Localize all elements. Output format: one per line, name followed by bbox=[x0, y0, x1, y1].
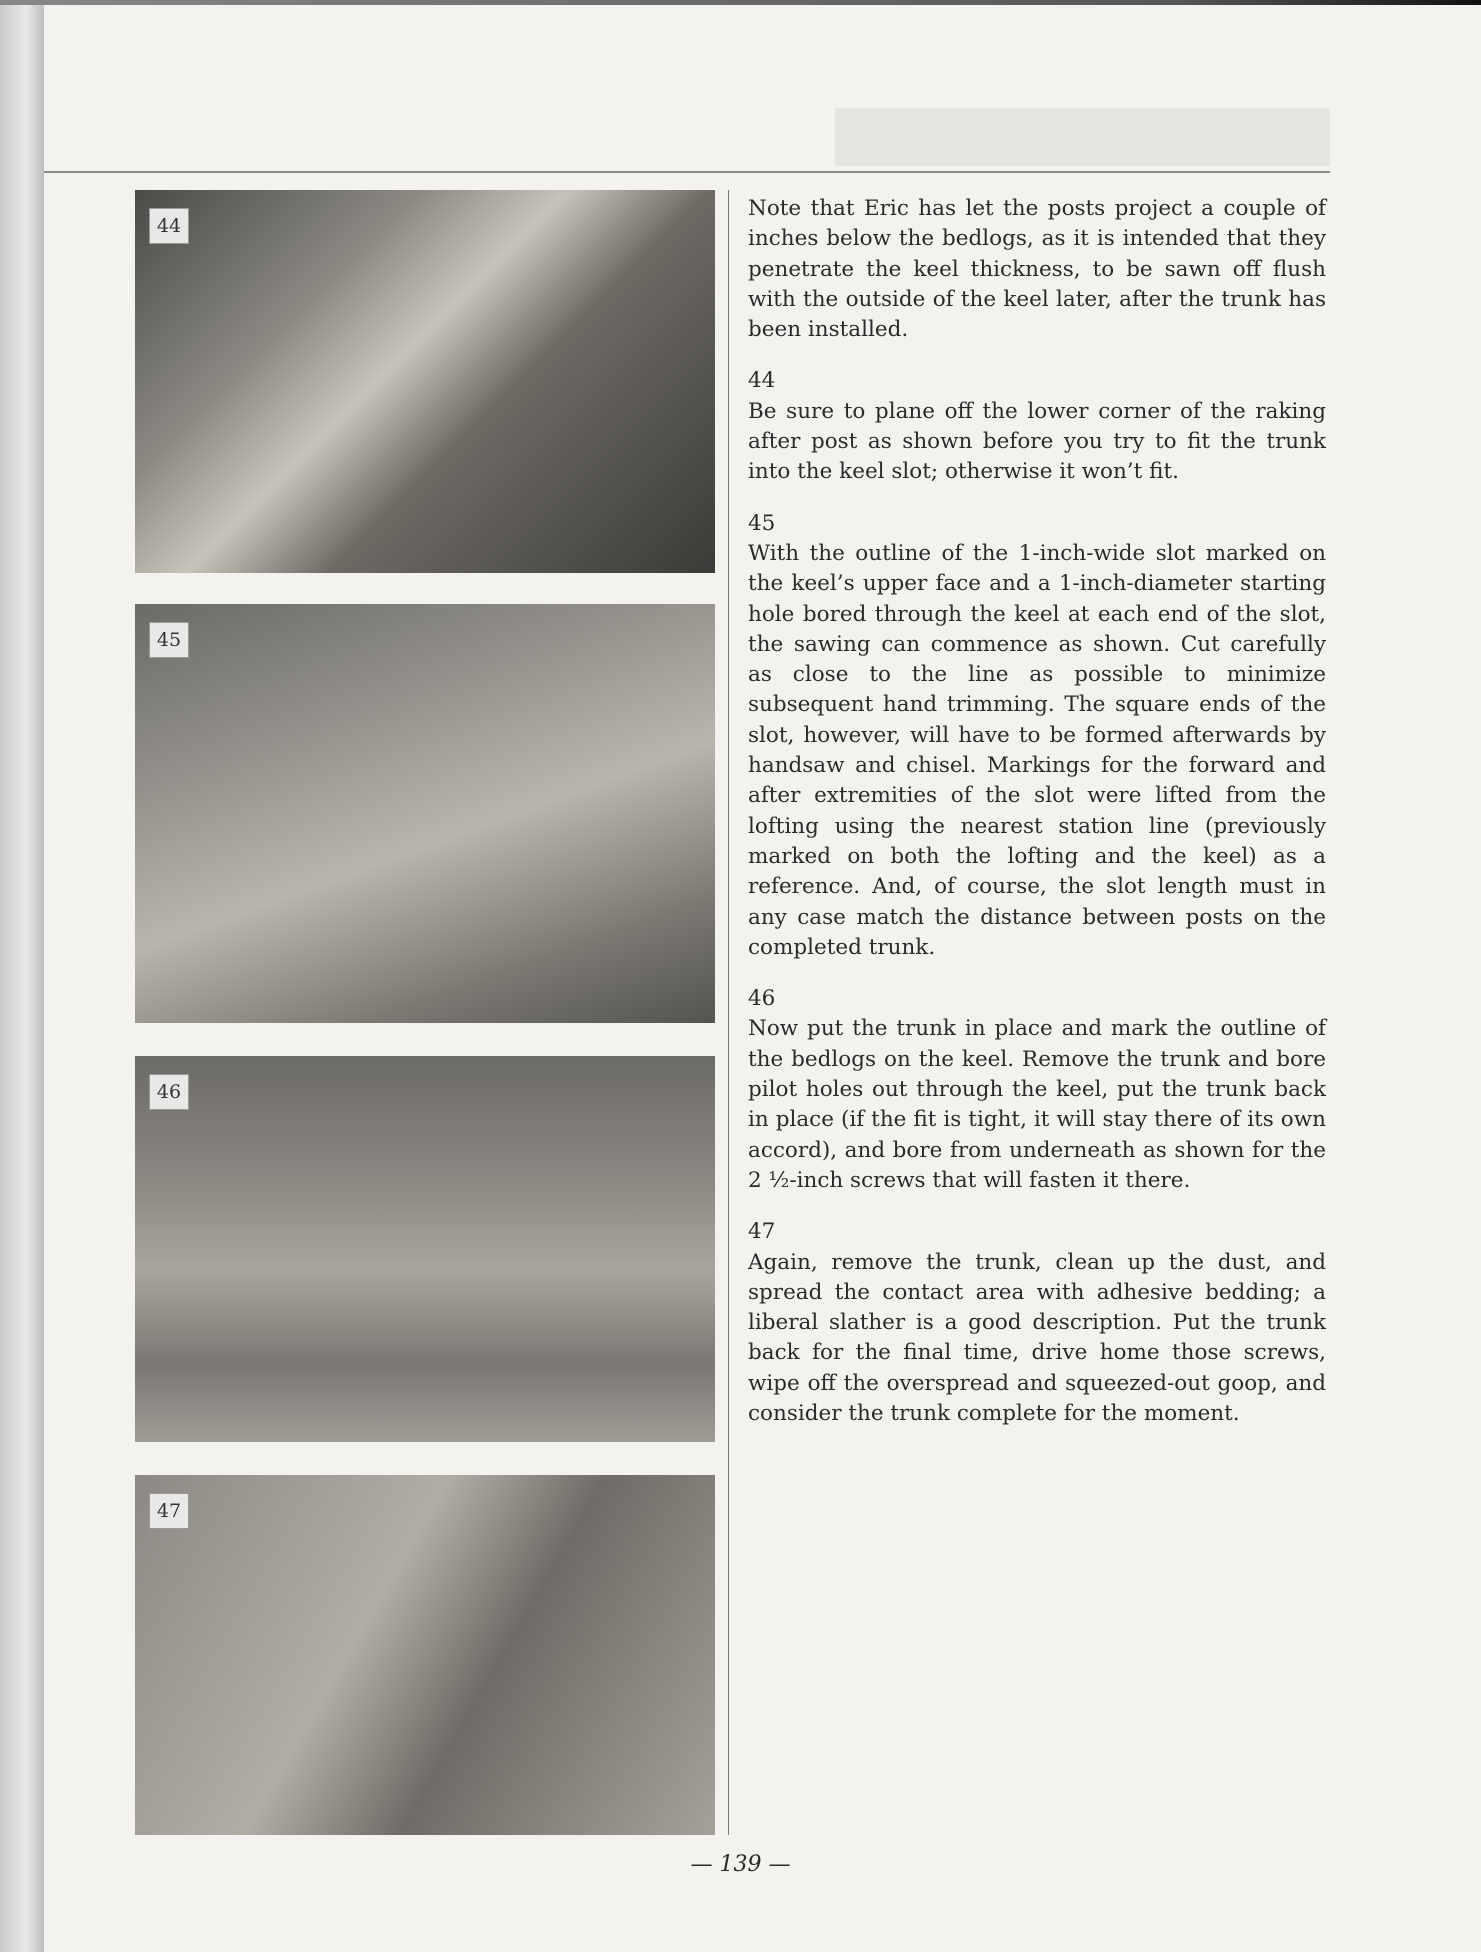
scan-top-edge bbox=[0, 0, 1481, 5]
book-spine-shadow bbox=[0, 0, 44, 1952]
section-text: Now put the trunk in place and mark the outline of the bedlogs on the keel. Remove the trunk and bore pilot holes out through the keel, put the trunk back in place (if the fit is tight, it will stay there of its own accord), and bore from underneath as shown for the 2 ½-inch screws that will fasten it there. bbox=[748, 1016, 1326, 1193]
intro-paragraph: Note that Eric has let the posts project a couple of inches below the bedlogs, as it is intended that they penetrate the keel thickness, to be sawn off flush with the outside of the keel later, after the trunk has been installed. bbox=[748, 196, 1326, 343]
photo-label: 46 bbox=[149, 1074, 189, 1110]
photo-45 bbox=[135, 604, 715, 1023]
section-number: 45 bbox=[748, 510, 776, 536]
section-number: 46 bbox=[748, 986, 776, 1012]
section-number: 47 bbox=[748, 1219, 776, 1245]
page-number: — 139 — bbox=[690, 1852, 791, 1877]
section-text: Again, remove the trunk, clean up the dust, and spread the contact area with adhesive bedding; a liberal slather is a good description. Put the trunk back for the final time, drive home those screws, wipe off the overspread and squeezed-out goop, and consider the trunk complete for the moment. bbox=[748, 1249, 1326, 1426]
photo-46 bbox=[135, 1056, 715, 1442]
header-rule bbox=[44, 171, 1330, 173]
photo-44 bbox=[135, 190, 715, 573]
photo-label: 44 bbox=[149, 208, 189, 244]
photo-label: 45 bbox=[149, 622, 189, 658]
column-divider bbox=[728, 190, 729, 1835]
body-text bbox=[748, 194, 1326, 1450]
photo-label: 47 bbox=[149, 1493, 189, 1529]
photo-47 bbox=[135, 1475, 715, 1835]
section-text: With the outline of the 1-inch-wide slot marked on the keel’s upper face and a 1-inch-diameter starting hole bored through the keel at each end of the slot, the sawing can commence as shown. Cut carefully as close to the line as possible to minimize subsequent hand trimming. The square ends of the slot, however, will have to be formed afterwards by handsaw and chisel. Markings for the forward and after extremities of the slot were lifted from the lofting using the nearest station line (previously marked on both the lofting and the keel) as a reference. And, of course, the slot length must in any case match the distance between posts on the completed trunk. bbox=[748, 540, 1326, 960]
section-number: 44 bbox=[748, 368, 776, 394]
bleed-through-shade bbox=[835, 108, 1330, 166]
section-text: Be sure to plane off the lower corner of the raking after post as shown before you try to fit the trunk into the keel slot; otherwise it won’t fit. bbox=[748, 398, 1326, 485]
